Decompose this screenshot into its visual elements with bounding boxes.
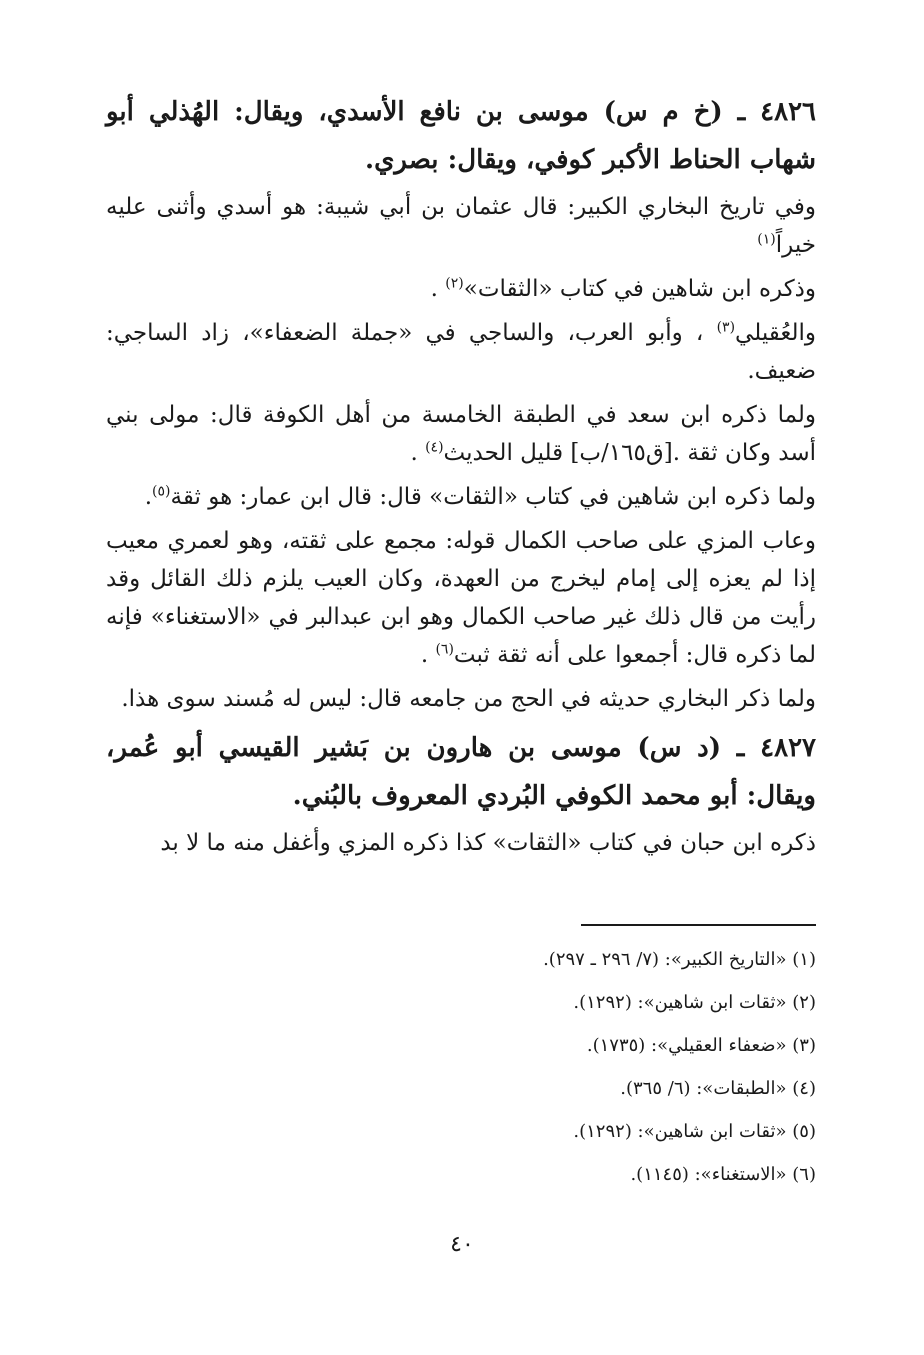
paragraph-end: . <box>430 276 446 302</box>
footnote: (٤) «الطبقات»: (٦/ ٣٦٥). <box>620 1078 816 1099</box>
paragraph <box>106 396 816 472</box>
paragraph: ذكره ابن حبان في كتاب «الثقات» كذا ذكره المزي وأغفل منه ما لا بد <box>160 830 816 856</box>
footnote-ref: (٣) <box>716 319 736 336</box>
paragraph-end: . <box>410 440 426 466</box>
footnote-ref: (٦) <box>435 641 454 658</box>
main-text <box>106 88 816 868</box>
paragraph-text: وعاب المزي على صاحب الكمال قوله: مجمع على ثقته، وهو لعمري معيب إذا لم يعزه إلى إمام ليخرج من العهدة، وكان العيب يلزم ذلك القائل وقد رأيت من قال ذلك غير صاحب الكمال وهو ابن عبدالبر في «الاستغناء» فإنه لما ذكره قال: أجمعوا على أنه ثقة ثبت <box>106 528 816 668</box>
paragraph-text: وذكره ابن شاهين في كتاب «الثقات» <box>463 276 816 302</box>
paragraph-text: ولما ذكره ابن سعد في الطبقة الخامسة من أهل الكوفة قال: مولى بني أسد وكان ثقة .[ق١٦٥/ب] قليل الحديث <box>106 402 816 466</box>
footnote-ref: (٤) <box>425 439 444 456</box>
paragraph <box>106 478 816 516</box>
footnote: (٦) «الاستغناء»: (١١٤٥). <box>630 1164 816 1185</box>
footnotes <box>106 938 816 1196</box>
paragraph <box>106 522 816 674</box>
paragraph-end: . <box>144 484 153 510</box>
footnote: (٢) «ثقات ابن شاهين»: (١٢٩٢). <box>573 992 816 1013</box>
paragraph-text: والعُقيلي <box>735 320 816 346</box>
paragraph-end: . <box>420 642 436 668</box>
footnote-ref: (١) <box>757 231 776 248</box>
paragraph-text: وفي تاريخ البخاري الكبير: قال عثمان بن أبي شيبة: هو أسدي وأثنى عليه خيراً <box>106 194 816 258</box>
footnote-divider <box>581 924 816 926</box>
footnote-ref: (٥) <box>152 483 171 500</box>
entry-4826-heading: ٤٨٢٦ ـ (خ م س) موسى بن نافع الأسدي، ويقال: الهُذلي أبو شهاب الحناط الأكبر كوفي، ويقال: بصري. <box>106 97 816 175</box>
footnote-ref: (٢) <box>445 275 464 292</box>
paragraph-text: ولما ذكره ابن شاهين في كتاب «الثقات» قال: قال ابن عمار: هو ثقة <box>170 484 816 510</box>
entry-4827-heading: ٤٨٢٧ ـ (د س) موسى بن هارون بن بَشير القيسي أبو عُمر، ويقال: أبو محمد الكوفي البُردي المعروف بالبُني. <box>106 733 816 811</box>
paragraph <box>106 270 816 308</box>
paragraph <box>106 188 816 264</box>
footnote: (٥) «ثقات ابن شاهين»: (١٢٩٢). <box>573 1121 816 1142</box>
paragraph: ولما ذكر البخاري حديثه في الحج من جامعه قال: ليس له مُسند سوى هذا. <box>121 686 816 712</box>
paragraph <box>106 314 816 390</box>
footnote: (١) «التاريخ الكبير»: (٧/ ٢٩٦ ـ ٢٩٧). <box>543 949 816 970</box>
footnote: (٣) «ضعفاء العقيلي»: (١٧٣٥). <box>586 1035 816 1056</box>
paragraph-text: ، وأبو العرب، والساجي في «جملة الضعفاء»، زاد الساجي: ضعيف. <box>106 320 816 384</box>
page-number: ٤٠ <box>450 1232 474 1257</box>
